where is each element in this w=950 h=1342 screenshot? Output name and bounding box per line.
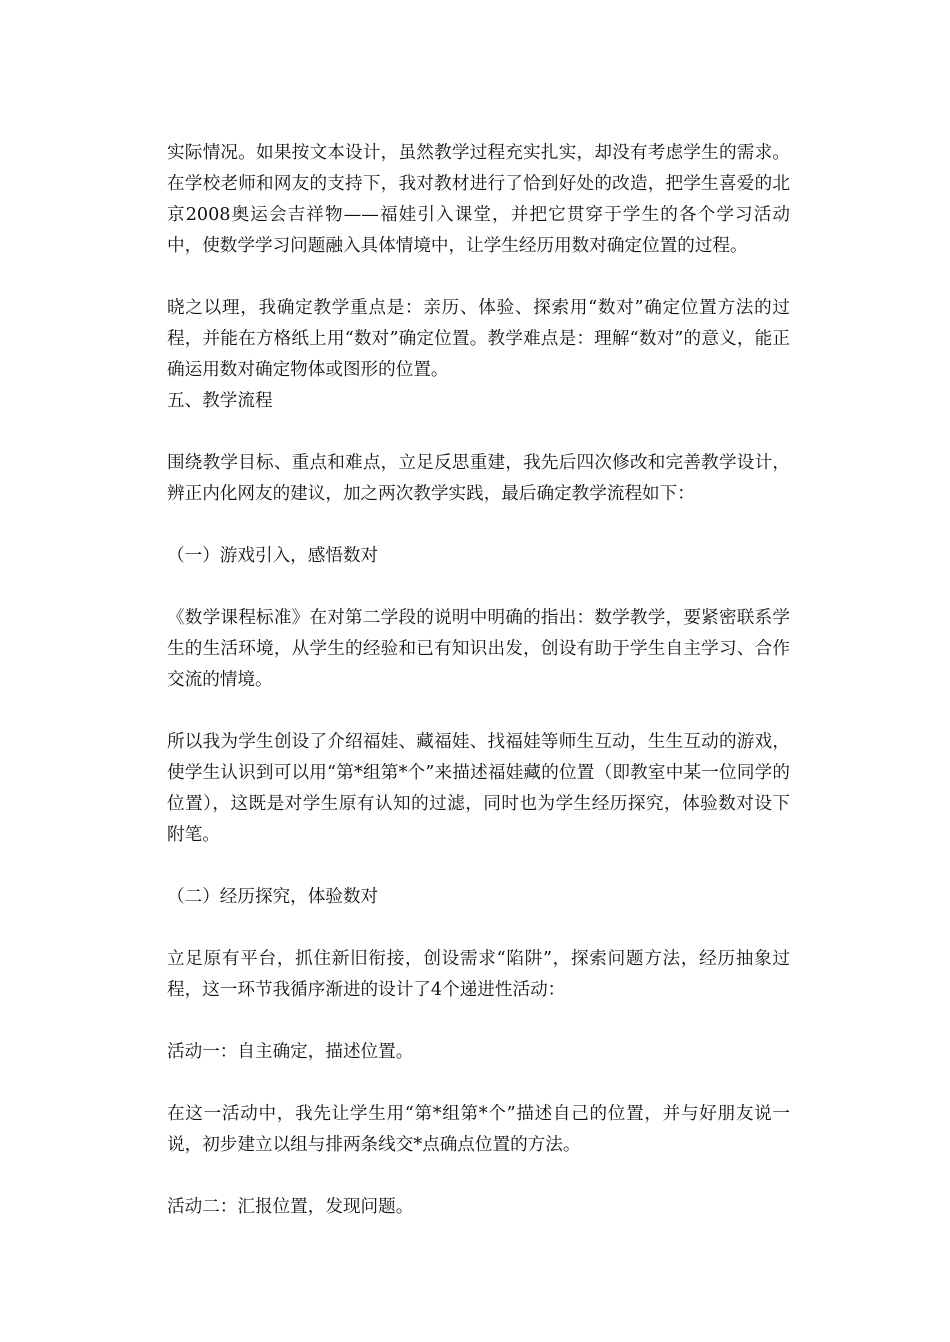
paragraph-curriculum-standard: 《数学课程标准》在对第二学段的说明中明确的指出：数学教学，要紧密联系学生的生活环境，从学生的经验和已有知识出发，创设有助于学生自主学习、合作交流的情境。 bbox=[167, 608, 790, 690]
paragraph-explore-intro: 立足原有平台，抓住新旧衔接，创设需求“陷阱”，探索问题方法，经历抽象过程，这一环节我循序渐进的设计了4个递进性活动： bbox=[167, 949, 790, 1000]
paragraph-fuwa-game: 所以我为学生创设了介绍福娃、藏福娃、找福娃等师生互动，生生互动的游戏，使学生认识到可以用“第*组第*个”来描述福娃藏的位置（即教室中某一位同学的位置），这既是对学生原有认知的过滤，同时也为学生经历探究，体验数对设下附笔。 bbox=[167, 732, 790, 845]
subheading-explore: （二）经历探究，体验数对 bbox=[167, 887, 379, 907]
activity-two-title: 活动二：汇报位置，发现问题。 bbox=[167, 1197, 414, 1217]
paragraph-key-points: 晓之以理，我确定教学重点是：亲历、体验、探索用“数对”确定位置方法的过程，并能在方格纸上用“数对”确定位置。教学难点是：理解“数对”的意义，能正确运用数对确定物体或图形的位置。 bbox=[167, 298, 790, 380]
document-body bbox=[167, 138, 790, 1254]
paragraph-process-intro: 围绕教学目标、重点和难点，立足反思重建，我先后四次修改和完善教学设计，辨正内化网友的建议，加之两次教学实践，最后确定教学流程如下： bbox=[167, 453, 790, 504]
paragraph-context: 实际情况。如果按文本设计，虽然教学过程充实扎实，却没有考虑学生的需求。在学校老师和网友的支持下，我对教材进行了恰到好处的改造，把学生喜爱的北京2008奥运会吉祥物——福娃引入课堂，并把它贯穿于学生的各个学习活动中，使数学学习问题融入具体情境中，让学生经历用数对确定位置的过程。 bbox=[167, 143, 790, 256]
subheading-game-intro: （一）游戏引入，感悟数对 bbox=[167, 546, 379, 566]
activity-one-title: 活动一：自主确定，描述位置。 bbox=[167, 1042, 414, 1062]
section-heading-teaching-process: 五、教学流程 bbox=[167, 391, 273, 411]
paragraph-activity-one: 在这一活动中，我先让学生用“第*组第*个”描述自己的位置，并与好朋友说一说，初步建立以组与排两条线交*点确点位置的方法。 bbox=[167, 1104, 790, 1155]
